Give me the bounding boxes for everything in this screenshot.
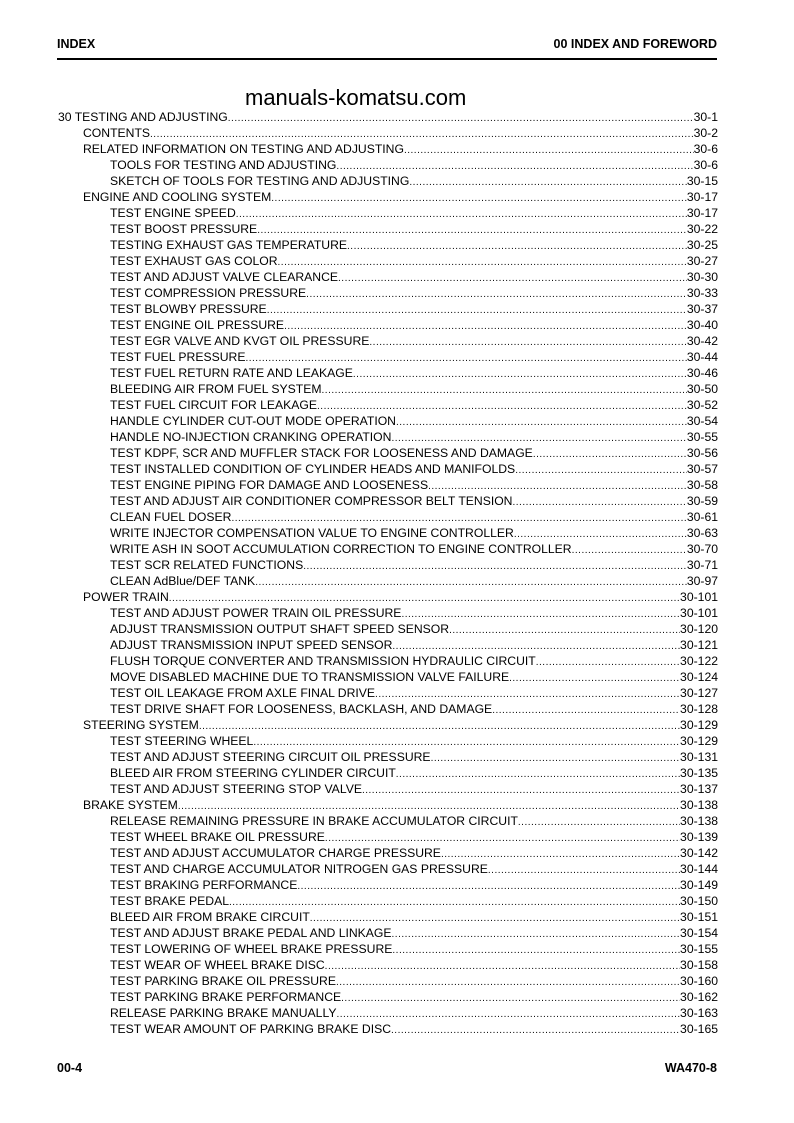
dot-leader [284, 317, 687, 333]
toc-entry[interactable] [57, 429, 718, 445]
toc-entry[interactable] [57, 717, 718, 733]
dot-leader [306, 285, 687, 301]
dot-leader [509, 669, 680, 685]
dot-leader [336, 157, 693, 173]
toc-entry-label: TESTING EXHAUST GAS TEMPERATURE [110, 238, 348, 252]
toc-entry-page: 30-149 [680, 878, 718, 892]
toc-entry[interactable] [57, 205, 718, 221]
toc-entry-page: 30-30 [686, 270, 718, 284]
toc-entry-label: TEST AND CHARGE ACCUMULATOR NITROGEN GAS PRESSURE [110, 862, 488, 876]
dot-leader [325, 829, 680, 845]
toc-entry-label: TEST BLOWBY PRESSURE [110, 302, 267, 316]
page-header [57, 37, 717, 51]
toc-entry-page: 30-63 [686, 526, 718, 540]
dot-leader [518, 813, 680, 829]
toc-entry-label: CLEAN AdBlue/DEF TANK [110, 574, 256, 588]
toc-entry-page: 30-154 [680, 926, 718, 940]
toc-entry-page: 30-120 [680, 622, 718, 636]
toc-entry-page: 30-61 [686, 510, 718, 524]
toc-entry-page: 30-137 [680, 782, 718, 796]
toc-entry[interactable] [57, 957, 718, 973]
toc-entry-page: 30-37 [686, 302, 718, 316]
dot-leader [278, 253, 687, 269]
toc-entry-page: 30-52 [686, 398, 718, 412]
toc-entry[interactable] [57, 365, 718, 381]
toc-entry[interactable] [57, 765, 718, 781]
toc-entry-label: TEST EGR VALVE AND KVGT OIL PRESSURE [110, 334, 370, 348]
toc-entry-page: 30-70 [686, 542, 718, 556]
toc-entry[interactable] [57, 541, 718, 557]
toc-entry[interactable] [57, 909, 718, 925]
toc-entry-page: 30-135 [680, 766, 718, 780]
dot-leader [515, 461, 687, 477]
toc-entry-label: TEST BOOST PRESSURE [110, 222, 258, 236]
toc-entry-page: 30-55 [686, 430, 718, 444]
header-rule [57, 58, 717, 60]
toc-entry[interactable] [57, 669, 718, 685]
toc-entry-page: 30-129 [680, 718, 718, 732]
toc-entry[interactable] [57, 397, 718, 413]
toc-entry[interactable] [57, 589, 718, 605]
toc-entry-label: MOVE DISABLED MACHINE DUE TO TRANSMISSION VALVE FAILURE [110, 670, 510, 684]
toc-entry[interactable] [57, 317, 718, 333]
toc-entry-page: 30-59 [686, 494, 718, 508]
dot-leader [325, 957, 680, 973]
toc-entry-page: 30-22 [686, 222, 718, 236]
toc-entry-page: 30-127 [680, 686, 718, 700]
toc-entry-label: HANDLE CYLINDER CUT-OUT MODE OPERATION [110, 414, 396, 428]
toc-entry[interactable] [57, 893, 718, 909]
dot-leader [536, 653, 680, 669]
toc-entry-page: 30-25 [686, 238, 718, 252]
watermark: manuals-komatsu.com [245, 85, 467, 110]
dot-leader [236, 205, 687, 221]
toc-entry-label: BLEED AIR FROM BRAKE CIRCUIT [110, 910, 310, 924]
dot-leader [492, 701, 680, 717]
toc-entry[interactable] [57, 285, 718, 301]
toc-entry-page: 30-150 [680, 894, 718, 908]
toc-entry-label: TEST WEAR OF WHEEL BRAKE DISC [110, 958, 325, 972]
toc-entry[interactable] [57, 781, 718, 797]
dot-leader [267, 301, 687, 317]
toc-entry[interactable] [57, 925, 718, 941]
toc-entry[interactable] [57, 749, 718, 765]
toc-entry-page: 30-160 [680, 974, 718, 988]
toc-entry-page: 30-2 [693, 126, 718, 140]
toc-entry-label: TEST FUEL RETURN RATE AND LEAKAGE [110, 366, 353, 380]
toc-entry[interactable] [57, 141, 718, 157]
toc-entry-label: ADJUST TRANSMISSION INPUT SPEED SENSOR [110, 638, 393, 652]
toc-entry-label: TEST OIL LEAKAGE FROM AXLE FINAL DRIVE [110, 686, 376, 700]
dot-leader [392, 925, 681, 941]
toc-entry[interactable] [57, 445, 718, 461]
toc-entry-label: WRITE ASH IN SOOT ACCUMULATION CORRECTION TO ENGINE CONTROLLER [110, 542, 572, 556]
dot-leader [428, 477, 687, 493]
toc-entry-label: ADJUST TRANSMISSION OUTPUT SHAFT SPEED SENSOR [110, 622, 450, 636]
toc-entry-label: SKETCH OF TOOLS FOR TESTING AND ADJUSTING [110, 174, 410, 188]
toc-entry[interactable] [57, 989, 718, 1005]
dot-leader [409, 173, 687, 189]
toc-entry-label: TEST AND ADJUST BRAKE PEDAL AND LINKAGE [110, 926, 392, 940]
page-number: 00-4 [57, 1061, 83, 1075]
dot-leader [322, 381, 687, 397]
dot-leader [303, 557, 687, 573]
toc-entry[interactable] [57, 333, 718, 349]
dot-leader [431, 749, 680, 765]
dot-leader [336, 1005, 680, 1021]
toc-entry-page: 30-56 [686, 446, 718, 460]
toc-entry-page: 30-165 [680, 1022, 718, 1036]
toc-entry-page: 30-129 [680, 734, 718, 748]
toc-entry-label: TEST COMPRESSION PRESSURE [110, 286, 307, 300]
toc-entry-label: POWER TRAIN [83, 590, 169, 604]
toc-entry-label: TEST AND ADJUST STEERING STOP VALVE [110, 782, 362, 796]
toc-entry[interactable] [57, 973, 718, 989]
toc-entry-label: TEST LOWERING OF WHEEL BRAKE PRESSURE [110, 942, 393, 956]
toc-entry[interactable] [57, 189, 718, 205]
toc-entry-page: 30-131 [680, 750, 718, 764]
dot-leader [369, 333, 686, 349]
table-of-contents [57, 109, 718, 1037]
toc-entry-label: TEST FUEL CIRCUIT FOR LEAKAGE [110, 398, 318, 412]
toc-entry-label: TEST KDPF, SCR AND MUFFLER STACK FOR LOOSENESS AND DAMAGE [110, 446, 533, 460]
dot-leader [169, 589, 680, 605]
dot-leader [255, 573, 687, 589]
toc-entry[interactable] [57, 157, 718, 173]
toc-entry[interactable] [57, 381, 718, 397]
toc-entry[interactable] [57, 653, 718, 669]
dot-leader [229, 893, 680, 909]
dot-leader [391, 429, 686, 445]
toc-entry-page: 30-54 [686, 414, 718, 428]
toc-entry-page: 30-58 [686, 478, 718, 492]
toc-entry[interactable] [57, 637, 718, 653]
dot-leader [317, 397, 687, 413]
dot-leader [310, 909, 680, 925]
toc-entry-page: 30-139 [680, 830, 718, 844]
toc-entry[interactable] [57, 349, 718, 365]
toc-entry[interactable] [57, 733, 718, 749]
toc-entry[interactable] [57, 1005, 718, 1021]
toc-entry[interactable] [57, 525, 718, 541]
dot-leader [297, 877, 680, 893]
toc-entry-page: 30-17 [686, 206, 718, 220]
toc-entry-label: CONTENTS [83, 126, 151, 140]
dot-leader [392, 941, 680, 957]
dot-leader [441, 845, 680, 861]
toc-entry-label: TEST INSTALLED CONDITION OF CYLINDER HEADS AND MANIFOLDS [110, 462, 516, 476]
dot-leader [271, 189, 687, 205]
dot-leader [391, 1021, 680, 1037]
toc-entry[interactable] [57, 685, 718, 701]
toc-entry-label: WRITE INJECTOR COMPENSATION VALUE TO ENGINE CONTROLLER [110, 526, 514, 540]
toc-entry[interactable] [57, 829, 718, 845]
dot-leader [513, 493, 687, 509]
toc-entry-page: 30-33 [686, 286, 718, 300]
toc-entry-label: RELEASE REMAINING PRESSURE IN BRAKE ACCUMULATOR CIRCUIT [110, 814, 518, 828]
toc-entry-page: 30-27 [686, 254, 718, 268]
toc-entry-label: BRAKE SYSTEM [83, 798, 178, 812]
toc-entry-label: 30 TESTING AND ADJUSTING [58, 110, 228, 124]
header-right: 00 INDEX AND FOREWORD [553, 37, 717, 51]
header-left: INDEX [57, 37, 96, 51]
toc-entry-label: TEST AND ADJUST STEERING CIRCUIT OIL PRESSURE [110, 750, 431, 764]
dot-leader [341, 989, 680, 1005]
toc-entry[interactable] [57, 413, 718, 429]
toc-entry-page: 30-17 [686, 190, 718, 204]
toc-entry-label: TEST STEERING WHEEL [110, 734, 254, 748]
toc-entry-label: TEST WEAR AMOUNT OF PARKING BRAKE DISC [110, 1022, 392, 1036]
toc-entry-label: FLUSH TORQUE CONVERTER AND TRANSMISSION HYDRAULIC CIRCUIT [110, 654, 536, 668]
toc-entry-page: 30-101 [680, 606, 718, 620]
toc-entry-page: 30-44 [686, 350, 718, 364]
dot-leader [514, 525, 687, 541]
toc-entry-page: 30-15 [686, 174, 718, 188]
toc-entry-label: TEST PARKING BRAKE PERFORMANCE [110, 990, 342, 1004]
toc-entry-label: TOOLS FOR TESTING AND ADJUSTING [110, 158, 337, 172]
toc-entry-page: 30-1 [693, 110, 718, 124]
toc-entry-label: TEST WHEEL BRAKE OIL PRESSURE [110, 830, 325, 844]
dot-leader [338, 269, 687, 285]
toc-entry-page: 30-121 [680, 638, 718, 652]
toc-entry-label: RELEASE PARKING BRAKE MANUALLY [110, 1006, 337, 1020]
toc-entry-page: 30-50 [686, 382, 718, 396]
toc-entry[interactable] [57, 253, 718, 269]
dot-leader [401, 605, 680, 621]
toc-entry-label: BLEEDING AIR FROM FUEL SYSTEM [110, 382, 322, 396]
dot-leader [449, 621, 680, 637]
toc-entry-page: 30-42 [686, 334, 718, 348]
toc-entry-page: 30-158 [680, 958, 718, 972]
toc-entry-page: 30-128 [680, 702, 718, 716]
toc-entry-label: RELATED INFORMATION ON TESTING AND ADJUSTING [83, 142, 404, 156]
toc-entry[interactable] [57, 109, 718, 125]
toc-entry[interactable] [57, 477, 718, 493]
toc-entry[interactable] [57, 605, 718, 621]
dot-leader [392, 637, 680, 653]
dot-leader [231, 509, 686, 525]
toc-entry-label: TEST AND ADJUST AIR CONDITIONER COMPRESSOR BELT TENSION [110, 494, 513, 508]
toc-entry[interactable] [57, 1021, 718, 1037]
toc-entry-label: TEST SCR RELATED FUNCTIONS [110, 558, 304, 572]
toc-entry-page: 30-138 [680, 814, 718, 828]
toc-entry-label: TEST BRAKE PEDAL [110, 894, 229, 908]
dot-leader [362, 781, 680, 797]
toc-entry[interactable] [57, 845, 718, 861]
dot-leader [228, 109, 694, 125]
toc-entry-label: TEST PARKING BRAKE OIL PRESSURE [110, 974, 336, 988]
toc-entry[interactable] [57, 173, 718, 189]
toc-entry-label: HANDLE NO-INJECTION CRANKING OPERATION [110, 430, 392, 444]
toc-entry-page: 30-101 [680, 590, 718, 604]
dot-leader [396, 413, 687, 429]
model-code: WA470-8 [664, 1061, 717, 1075]
toc-entry-label: TEST AND ADJUST VALVE CLEARANCE [110, 270, 339, 284]
dot-leader [353, 365, 687, 381]
toc-entry[interactable] [57, 509, 718, 525]
toc-entry-label: BLEED AIR FROM STEERING CYLINDER CIRCUIT [110, 766, 396, 780]
toc-entry-label: CLEAN FUEL DOSER [110, 510, 232, 524]
toc-entry-page: 30-163 [680, 1006, 718, 1020]
toc-entry-page: 30-40 [686, 318, 718, 332]
toc-entry[interactable] [57, 813, 718, 829]
toc-entry[interactable] [57, 701, 718, 717]
dot-leader [336, 973, 680, 989]
toc-entry-page: 30-142 [680, 846, 718, 860]
dot-leader [245, 349, 686, 365]
toc-entry-page: 30-151 [680, 910, 718, 924]
dot-leader [178, 797, 680, 813]
toc-entry-label: TEST AND ADJUST ACCUMULATOR CHARGE PRESSURE [110, 846, 441, 860]
dot-leader [533, 445, 687, 461]
page-footer [57, 1061, 717, 1075]
toc-entry-label: TEST FUEL PRESSURE [110, 350, 246, 364]
toc-entry-label: STEERING SYSTEM [83, 718, 199, 732]
toc-entry-page: 30-138 [680, 798, 718, 812]
toc-entry[interactable] [57, 861, 718, 877]
toc-entry[interactable] [57, 237, 718, 253]
dot-leader [375, 685, 680, 701]
toc-entry-page: 30-144 [680, 862, 718, 876]
toc-entry[interactable] [57, 461, 718, 477]
dot-leader [253, 733, 680, 749]
toc-entry-label: TEST ENGINE OIL PRESSURE [110, 318, 285, 332]
toc-entry-page: 30-46 [686, 366, 718, 380]
toc-entry[interactable] [57, 557, 718, 573]
dot-leader [257, 221, 687, 237]
toc-entry-label: TEST AND ADJUST POWER TRAIN OIL PRESSURE [110, 606, 402, 620]
dot-leader [488, 861, 680, 877]
dot-leader [396, 765, 680, 781]
toc-entry-page: 30-97 [686, 574, 718, 588]
toc-entry[interactable] [57, 941, 718, 957]
toc-entry-page: 30-6 [693, 142, 718, 156]
dot-leader [347, 237, 687, 253]
dot-leader [572, 541, 687, 557]
toc-entry-page: 30-6 [693, 158, 718, 172]
toc-entry[interactable] [57, 621, 718, 637]
toc-entry-page: 30-122 [680, 654, 718, 668]
toc-entry-label: TEST ENGINE PIPING FOR DAMAGE AND LOOSENESS [110, 478, 429, 492]
dot-leader [404, 141, 694, 157]
toc-entry-page: 30-124 [680, 670, 718, 684]
dot-leader [150, 125, 694, 141]
toc-entry[interactable] [57, 573, 718, 589]
dot-leader [199, 717, 680, 733]
toc-entry-label: ENGINE AND COOLING SYSTEM [83, 190, 272, 204]
toc-entry[interactable] [57, 125, 718, 141]
toc-entry-page: 30-155 [680, 942, 718, 956]
toc-entry-label: TEST ENGINE SPEED [110, 206, 236, 220]
toc-entry-page: 30-71 [686, 558, 718, 572]
toc-entry[interactable] [57, 877, 718, 893]
toc-entry-page: 30-162 [680, 990, 718, 1004]
toc-entry[interactable] [57, 493, 718, 509]
toc-entry-page: 30-57 [686, 462, 718, 476]
toc-entry-label: TEST BRAKING PERFORMANCE [110, 878, 298, 892]
toc-entry-label: TEST DRIVE SHAFT FOR LOOSENESS, BACKLASH, AND DAMAGE [110, 702, 493, 716]
toc-entry[interactable] [57, 221, 718, 237]
toc-entry[interactable] [57, 301, 718, 317]
toc-entry-label: TEST EXHAUST GAS COLOR [110, 254, 278, 268]
toc-entry[interactable] [57, 797, 718, 813]
toc-entry[interactable] [57, 269, 718, 285]
